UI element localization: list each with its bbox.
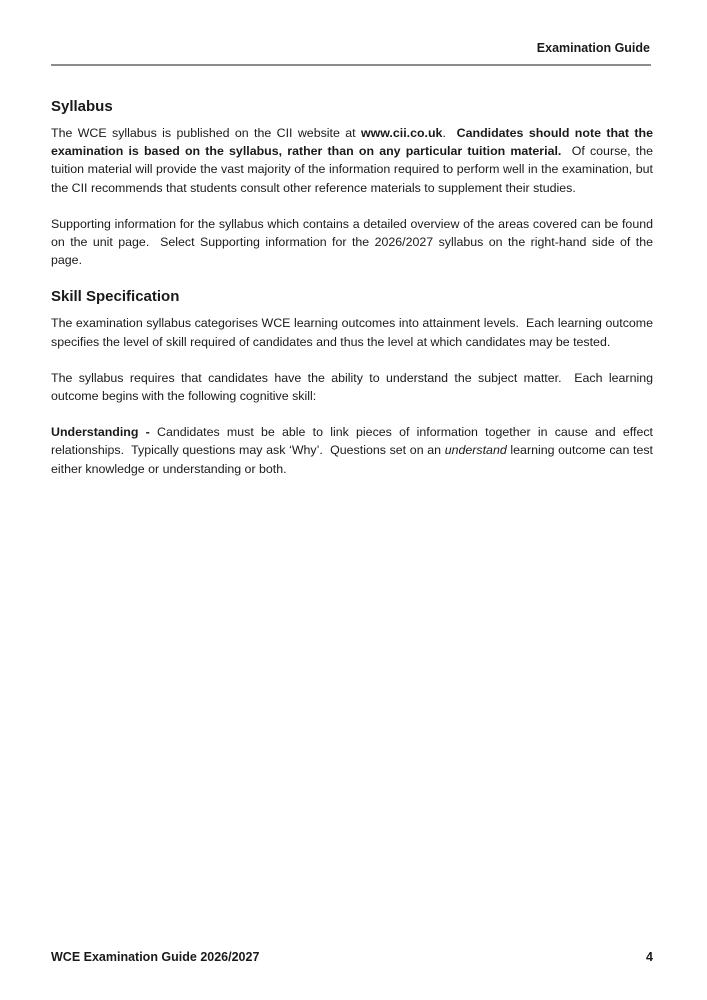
paragraph-supporting-info: Supporting information for the syllabus which contains a detailed overview of the areas covered can be found on the unit page. Select Supporting information for the 2026/2027 syllabus on the right-hand side of the page. [51, 216, 657, 268]
section-syllabus [51, 97, 657, 269]
paragraph-attainment-levels: The examination syllabus categorises WCE learning outcomes into attainment levels. Each learning outcome specifies the level of skill required of candidates and thus the level at which candidates may be tested. [51, 316, 657, 349]
cii-website-link[interactable]: www.cii.co.uk [360, 126, 443, 140]
text-run: The WCE syllabus is published on the CII website at [51, 126, 361, 140]
page-content [51, 97, 657, 496]
text-run: Candidates must be able to link pieces of information together in cause and effect relationships. Typically questions may ask ‘Why’. Questions set on an [51, 425, 657, 458]
paragraph-cognitive-skill: The syllabus requires that candidates have the ability to understand the subject matter. Each learning outcome begins with the following cognitive skill: [51, 370, 657, 404]
section-skill-specification [51, 287, 657, 477]
italic-understand: understand [444, 443, 507, 458]
page-number: 4 [646, 950, 653, 964]
footer-title: WCE Examination Guide 2026/2027 [51, 950, 260, 964]
header-rule [51, 64, 651, 66]
paragraph-syllabus-intro [51, 124, 657, 197]
term-understanding: Understanding - [51, 425, 150, 440]
text-run: learning outcome can test either knowledge or understanding or both. [51, 443, 657, 476]
emphasis-note: Candidates should note that the examination is based on the syllabus, rather than on any particular tuition material. [51, 126, 654, 159]
text-run: . [442, 126, 457, 140]
section-heading-syllabus: Syllabus [51, 98, 113, 115]
text-run: Of course, the tuition material will provide the vast majority of the information required to perform well in the examination, but the CII recommends that students consult other reference materials to supplement their studies. [51, 144, 657, 195]
section-heading-skill-specification: Skill Specification [51, 288, 180, 306]
paragraph-understanding-definition [51, 423, 657, 478]
running-header: Examination Guide [536, 41, 650, 55]
